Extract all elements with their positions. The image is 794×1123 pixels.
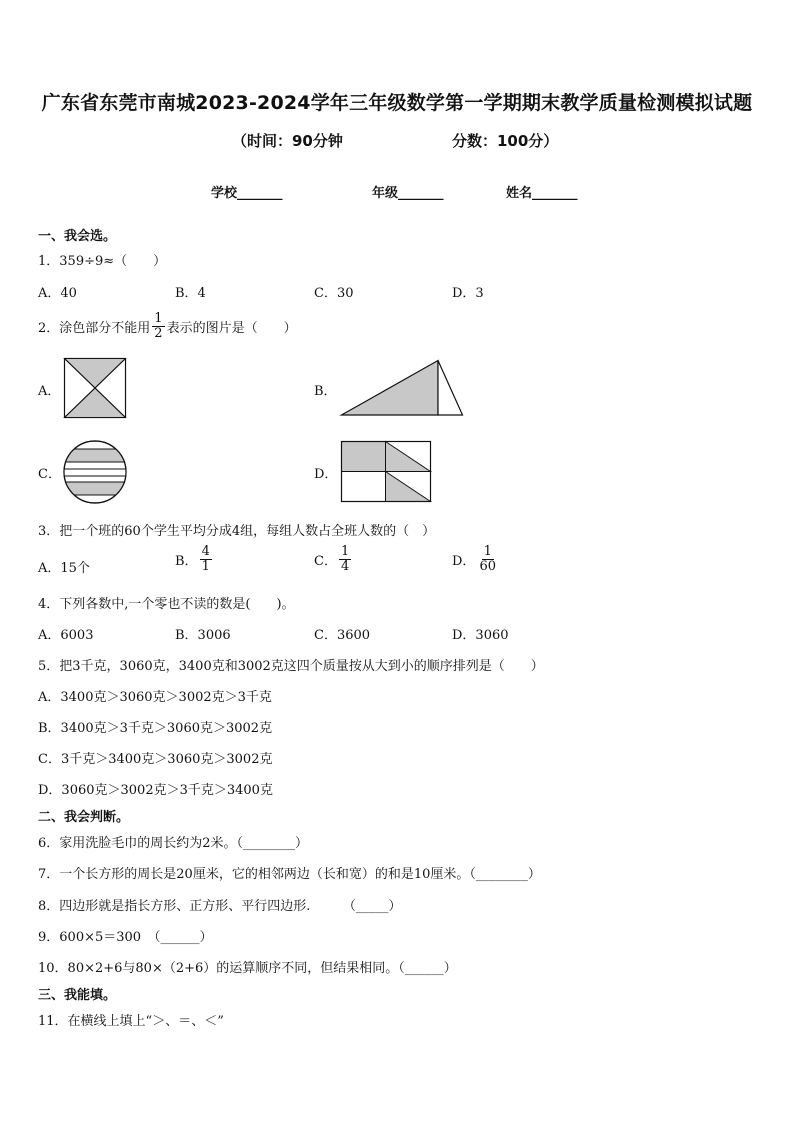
q5-option-d[interactable]: D．3060克＞3002克＞3千克＞3400克 [38,783,273,798]
school-field[interactable]: 学校_______ [211,186,283,201]
q3-option-d-fraction [477,545,498,573]
q3-option-b[interactable] [175,545,214,573]
q2-figure-c-circle [63,440,127,504]
q2-stem-suffix: 表示的图片是（ ） [166,320,297,336]
q3-b-numerator: 4 [201,544,210,559]
q3-option-b-fraction [200,545,212,573]
q1-option-b[interactable]: B．4 [175,286,206,301]
grade-field[interactable]: 年级_______ [372,186,444,201]
q4-option-c[interactable]: C．3600 [314,628,371,643]
question-9[interactable]: 9．600×5＝300 （______） [38,930,213,945]
question-7[interactable]: 7．一个长方形的周长是20厘米，它的相邻两边（长和宽）的和是10厘米。（________） [38,867,541,882]
q2-option-a[interactable]: A． [38,384,61,399]
q2-figure-a-square [64,358,126,418]
q3-option-b-label: B． [175,553,198,569]
q2-fraction [152,312,164,340]
q3-option-c-fraction [339,545,351,573]
question-1-stem: 1．359÷9≈（ ） [38,254,167,269]
q3-option-d[interactable] [452,545,500,573]
q2-figure-d-rectangle [341,441,431,502]
section-heading-judge: 二、我会判断。 [38,810,130,825]
q3-option-c[interactable] [314,545,353,573]
q4-option-d[interactable]: D．3060 [452,628,509,643]
q3-option-d-label: D． [452,553,476,569]
question-2-stem [38,312,297,340]
q2-fraction-numerator: 1 [154,311,163,326]
name-field[interactable]: 姓名_______ [506,186,578,201]
exam-score: 分数：100分） [452,132,559,150]
q5-option-b[interactable]: B．3400克＞3千克＞3060克＞3002克 [38,721,273,736]
section-heading-choice: 一、我会选。 [38,229,117,244]
q1-option-c[interactable]: C．30 [314,286,354,301]
q2-stem-prefix: 2．涂色部分不能用 [38,320,151,336]
q5-option-c[interactable]: C．3千克＞3400克＞3060克＞3002克 [38,752,273,767]
q1-option-d[interactable]: D．3 [452,286,484,301]
question-8[interactable]: 8．四边形就是指长方形、正方形、平行四边形. （_____） [38,899,402,914]
q3-option-a[interactable]: A．15个 [38,561,90,576]
page-title: 广东省东莞市南城2023-2024学年三年级数学第一学期期末教学质量检测模拟试题 [41,92,753,114]
q2-option-c[interactable]: C． [38,467,61,482]
q1-option-a[interactable]: A．40 [38,286,77,301]
question-5-stem: 5．把3千克，3060克，3400克和3002克这四个质量按从大到小的顺序排列是（ ） [38,659,544,674]
q3-d-numerator: 1 [483,544,492,559]
q2-option-b[interactable]: B． [314,384,337,399]
question-10[interactable]: 10．80×2+6与80×（2+6）的运算顺序不同，但结果相同。（______） [38,961,457,976]
q2-option-d[interactable]: D． [314,467,338,482]
q5-option-a[interactable]: A．3400克＞3060克＞3002克＞3千克 [38,690,272,705]
q3-c-denominator: 4 [340,558,350,574]
question-4-stem: 4．下列各数中,一个零也不读的数是( )。 [38,597,295,612]
question-3-stem: 3．把一个班的60个学生平均分成4组，每组人数占全班人数的（ ） [38,524,436,539]
question-6[interactable]: 6．家用洗脸毛巾的周长约为2米。（________） [38,836,309,851]
q3-d-denominator: 60 [479,558,496,574]
q2-fraction-denominator: 2 [154,325,163,341]
q3-c-numerator: 1 [340,544,350,559]
section-heading-fill: 三、我能填。 [38,988,117,1003]
exam-time: （时间：90分钟 [232,132,343,150]
q4-option-a[interactable]: A．6003 [38,628,94,643]
q3-b-denominator: 1 [201,558,210,574]
q2-figure-b-triangle [341,360,463,416]
question-11: 11．在横线上填上“＞、＝、＜” [38,1014,224,1029]
q3-option-c-label: C． [314,553,337,569]
q4-option-b[interactable]: B．3006 [175,628,231,643]
